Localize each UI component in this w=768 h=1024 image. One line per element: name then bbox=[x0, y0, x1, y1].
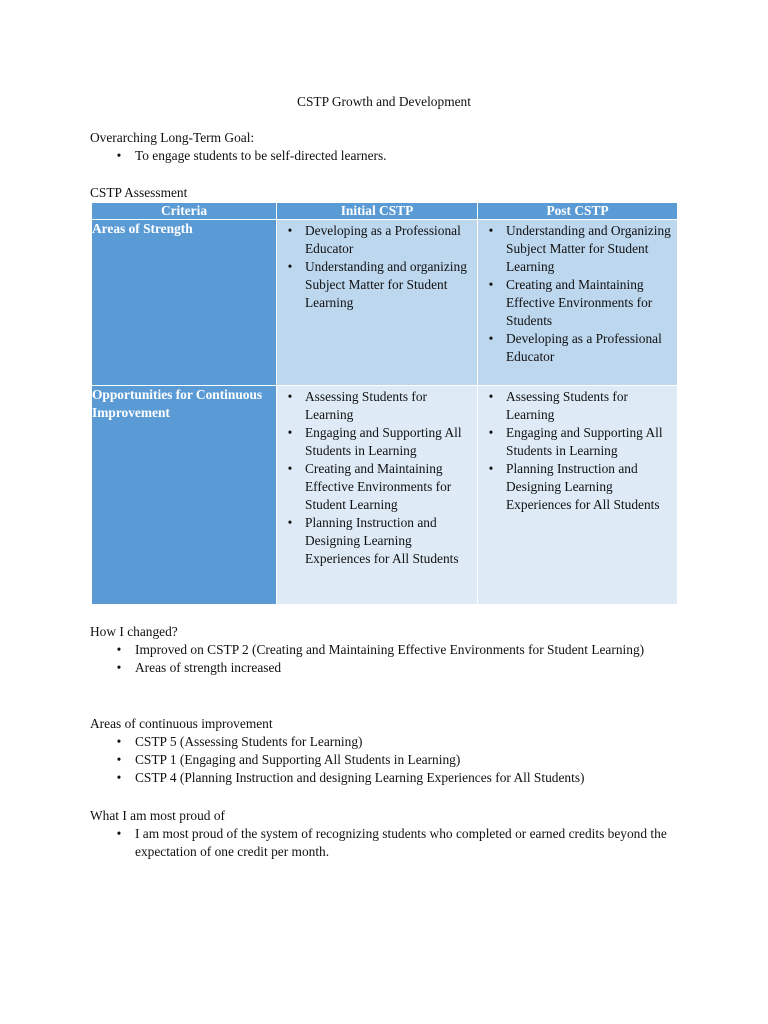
bullet-icon: • bbox=[287, 389, 293, 404]
bullet-icon: • bbox=[488, 223, 494, 238]
table-row bbox=[92, 220, 678, 386]
list-item: • Planning Instruction and Designing Learning Experiences for All Students bbox=[277, 514, 473, 568]
bullet-icon: • bbox=[287, 461, 293, 476]
table-row bbox=[92, 386, 678, 605]
row-label-strength: Areas of Strength bbox=[92, 220, 277, 386]
bullet-icon: • bbox=[116, 734, 122, 749]
list-item: • To engage students to be self-directed learners. bbox=[90, 147, 680, 165]
post-improvement-cell bbox=[478, 386, 678, 605]
list-item: • Developing as a Professional Educator bbox=[478, 330, 673, 366]
proud-list bbox=[90, 825, 680, 861]
assessment-heading-wrap bbox=[90, 184, 680, 202]
list-item: • Assessing Students for Learning bbox=[277, 388, 473, 424]
goal-section bbox=[90, 129, 680, 165]
goal-list bbox=[90, 147, 680, 165]
cstp-assessment-table bbox=[91, 202, 678, 605]
list-item: • Areas of strength increased bbox=[90, 659, 680, 677]
list-item: • Creating and Maintaining Effective Environments for Student Learning bbox=[277, 460, 473, 514]
list-item: • Engaging and Supporting All Students in Learning bbox=[478, 424, 673, 460]
list-item: • CSTP 5 (Assessing Students for Learning) bbox=[90, 733, 680, 751]
assessment-heading: CSTP Assessment bbox=[90, 185, 188, 200]
bullet-icon: • bbox=[488, 389, 494, 404]
continuous-section bbox=[90, 715, 680, 787]
bullet-icon: • bbox=[116, 660, 122, 675]
list-item: • CSTP 4 (Planning Instruction and designing Learning Experiences for All Students) bbox=[90, 769, 680, 787]
bullet-icon: • bbox=[287, 515, 293, 530]
continuous-heading: Areas of continuous improvement bbox=[90, 716, 273, 731]
bullet-icon: • bbox=[488, 331, 494, 346]
bullet-icon: • bbox=[116, 752, 122, 767]
list-item: • CSTP 1 (Engaging and Supporting All Students in Learning) bbox=[90, 751, 680, 769]
initial-improvement-cell bbox=[277, 386, 478, 605]
column-header-initial: Initial CSTP bbox=[277, 203, 478, 220]
changed-section bbox=[90, 623, 680, 677]
proud-heading: What I am most proud of bbox=[90, 808, 225, 823]
bullet-icon: • bbox=[488, 277, 494, 292]
column-header-post: Post CSTP bbox=[478, 203, 678, 220]
table-header-row bbox=[92, 203, 678, 220]
bullet-icon: • bbox=[287, 223, 293, 238]
column-header-criteria: Criteria bbox=[92, 203, 277, 220]
bullet-icon: • bbox=[116, 826, 122, 841]
list-item: • Creating and Maintaining Effective Environments for Students bbox=[478, 276, 673, 330]
bullet-icon: • bbox=[488, 461, 494, 476]
list-item: • Developing as a Professional Educator bbox=[277, 222, 473, 258]
document-title: CSTP Growth and Development bbox=[297, 94, 471, 109]
goal-heading: Overarching Long-Term Goal: bbox=[90, 130, 255, 145]
list-item: • Understanding and Organizing Subject Matter for Student Learning bbox=[478, 222, 673, 276]
list-item: • Planning Instruction and Designing Learning Experiences for All Students bbox=[478, 460, 673, 514]
changed-list bbox=[90, 641, 680, 677]
bullet-icon: • bbox=[287, 425, 293, 440]
list-item: • Understanding and organizing Subject Matter for Student Learning bbox=[277, 258, 473, 312]
bullet-icon: • bbox=[488, 425, 494, 440]
post-strength-cell bbox=[478, 220, 678, 386]
bullet-icon: • bbox=[287, 259, 293, 274]
proud-section bbox=[90, 807, 680, 861]
list-item: • Improved on CSTP 2 (Creating and Maintaining Effective Environments for Student Learning) bbox=[90, 641, 680, 659]
list-item: • Assessing Students for Learning bbox=[478, 388, 673, 424]
changed-heading: How I changed? bbox=[90, 624, 178, 639]
bullet-icon: • bbox=[116, 148, 122, 163]
row-label-improvement: Opportunities for Continuous Improvement bbox=[92, 386, 277, 605]
list-item: • Engaging and Supporting All Students in Learning bbox=[277, 424, 473, 460]
bullet-icon: • bbox=[116, 642, 122, 657]
list-item: • I am most proud of the system of recognizing students who completed or earned credits beyond the expectation of one credit per month. bbox=[90, 825, 680, 861]
continuous-list bbox=[90, 733, 680, 787]
bullet-icon: • bbox=[116, 770, 122, 785]
initial-strength-cell bbox=[277, 220, 478, 386]
